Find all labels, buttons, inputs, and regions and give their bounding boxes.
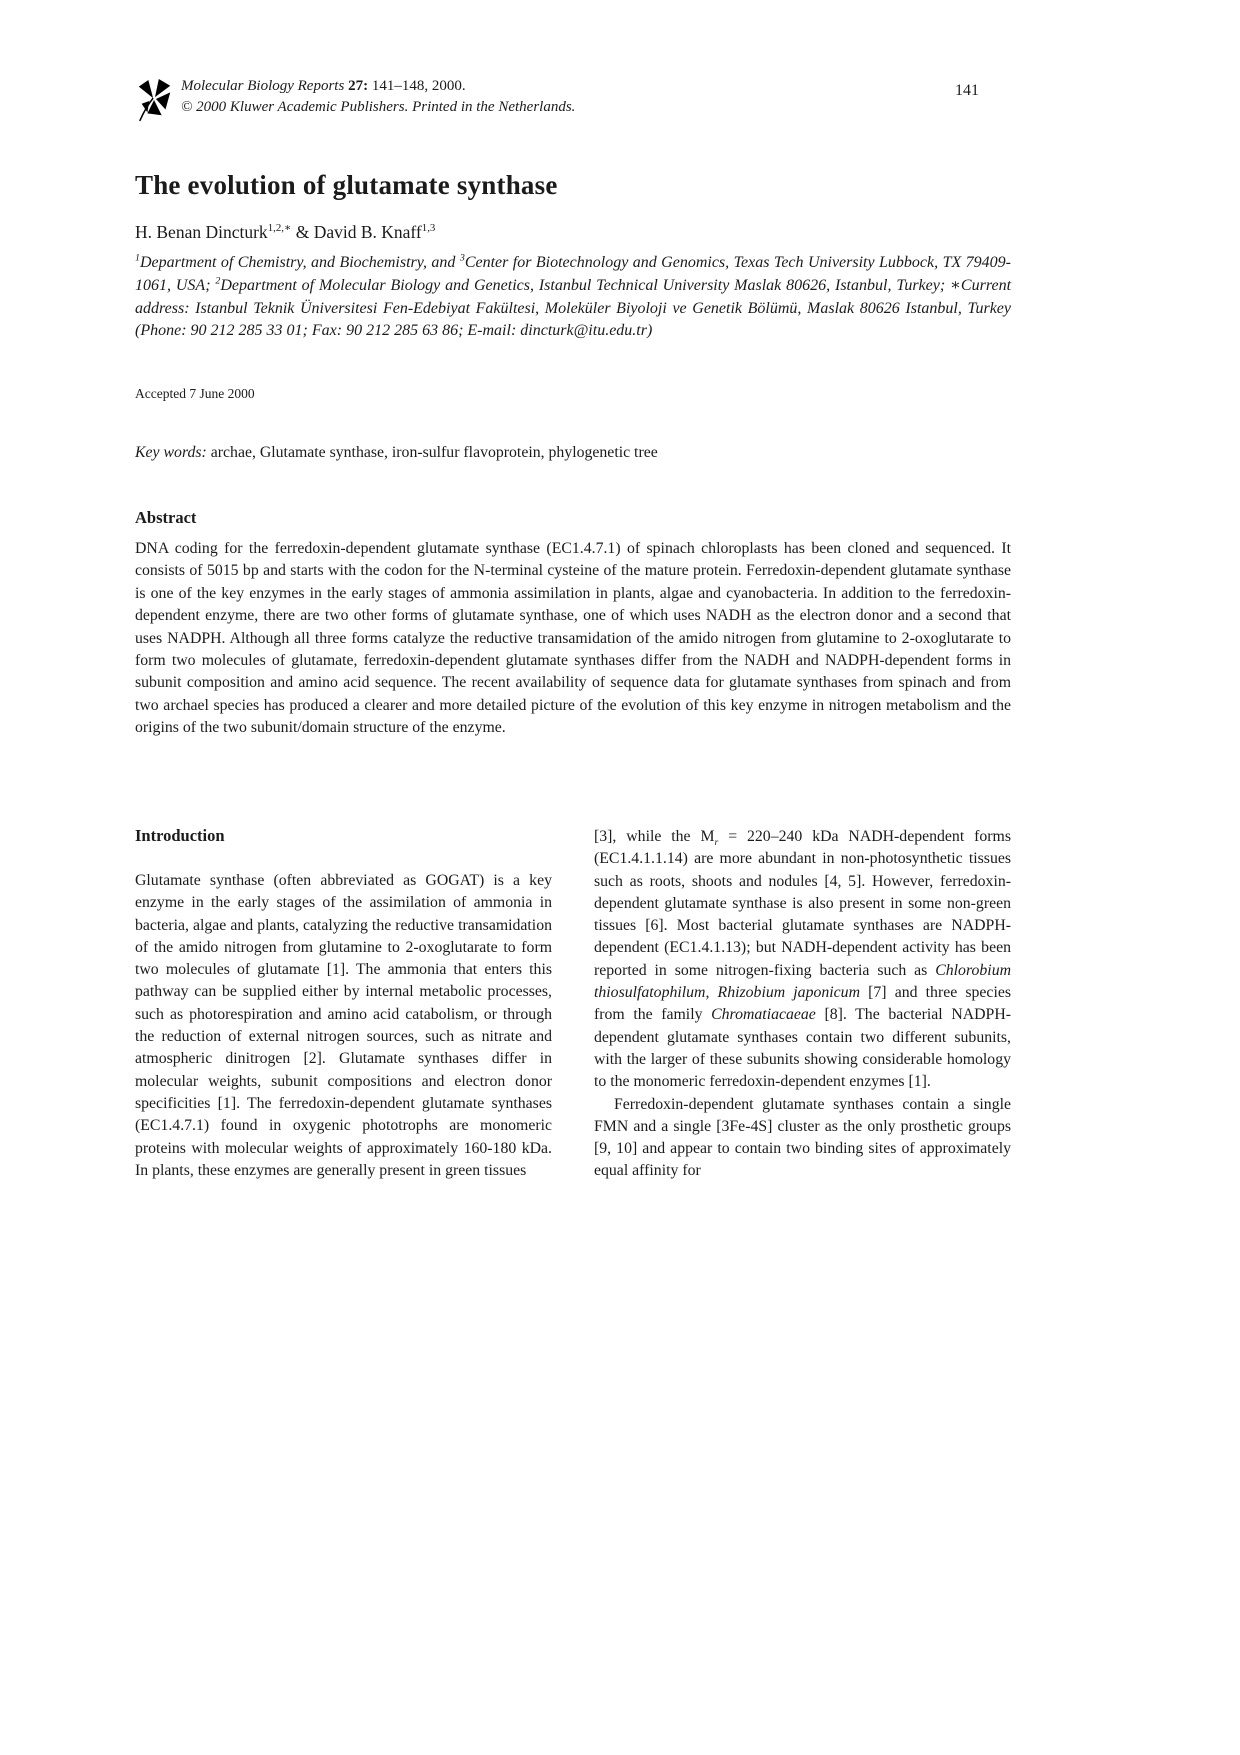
affil-sup-3: 3 — [459, 252, 465, 264]
affiliation-block — [135, 252, 1011, 343]
right-p1-seg-d: [8]. The bacterial NADPH-dependent glutamate synthases contain two different subunits, with the larger of these subunits showing considerable homology to the monomeric ferredoxin-dependent enzymes [1]. — [594, 1006, 1011, 1091]
affil-seg-2: Center for Biotechnology and Genomics, Texas Tech University Lubbock, TX 79409-1061, USA; — [135, 254, 1011, 294]
author-1-name: H. Benan Dincturk — [135, 222, 268, 242]
right-column — [594, 826, 1011, 1183]
right-p1-seg-b: = 220–240 kDa NADH-dependent forms (EC1.4.1.1.14) are more abundant in non-photosynthetic tissues such as roots, shoots and nodules [4, 5]. However, ferredoxin-dependent glutamate synthase is also present in some non-green tissues [6]. Most bacterial glutamate synthases are NADPH-dependent (EC1.4.1.13); but NADH-dependent activity has been reported in some nitrogen-fixing bacteria such as — [594, 828, 1011, 979]
journal-volume-number: 27: — [348, 78, 369, 94]
author-1-affil-marks: 1,2,∗ — [267, 222, 292, 235]
introduction-right-paragraph-2: Ferredoxin-dependent glutamate synthases contain a single FMN and a single [3Fe-4S] cluster as the only prosthetic groups [9, 10] and appear to contain two binding sites of approximately equal affinity for — [594, 1095, 1011, 1180]
authors-separator: & — [291, 222, 314, 242]
introduction-heading: Introduction — [135, 826, 225, 845]
keywords-line — [135, 444, 1011, 462]
keywords-text: archae, Glutamate synthase, iron-sulfur flavoprotein, phylogenetic tree — [206, 444, 658, 461]
abstract-heading: Abstract — [135, 508, 197, 527]
copyright-line: © 2000 Kluwer Academic Publishers. Printed in the Netherlands. — [181, 98, 576, 115]
abstract-text: DNA coding for the ferredoxin-dependent glutamate synthase (EC1.4.7.1) of spinach chloroplasts has been cloned and sequenced. It consists of 5015 bp and starts with the codon for the N-terminal cysteine of the mature protein. Ferredoxin-dependent glutamate synthase is one of the key enzymes in the early stages of ammonia assimilation in plants, algae and cyanobacteria. In addition to the ferredoxin-dependent enzyme, there are two other forms of glutamate synthase, one of which uses NADH as the electron donor and a second that uses NADPH. Although all three forms catalyze the reductive transamidation of the amido nitrogen from glutamine to 2-oxoglutarate to form two molecules of glutamate, ferredoxin-dependent glutamate synthases differ from the NADH and NADPH-dependent forms in subunit composition and amino acid sequence. The recent availability of sequence data for glutamate synthases from spinach and from two archael species has produced a clearer and more detailed picture of the evolution of this key enzyme in nitrogen metabolism and the origins of the two subunit/domain structure of the enzyme. — [135, 540, 1011, 737]
journal-name: Molecular Biology Reports — [181, 78, 345, 94]
family-name-italic: Chromatiacaeae — [711, 1006, 816, 1024]
right-p1-seg-c: [7] and three species from the family — [594, 984, 1011, 1024]
right-p1-seg-a: [3], while the M — [594, 828, 715, 845]
page-number: 141 — [955, 82, 979, 99]
left-column — [135, 826, 552, 1183]
article-title: The evolution of glutamate synthase — [135, 170, 558, 201]
affil-seg-3: Department of Molecular Biology and Genetics, Istanbul Technical University Maslak 80626, Istanbul, Turkey; ∗Current address: Istanbul Teknik Üniversitesi Fen-Edebiyat Fakültesi, Moleküler Biyoloji ve Genetik Bölümü, Maslak 80626 Istanbul, Turkey (Phone: 90 212 285 33 01; Fax: 90 212 285 63 86; E-mail: dincturk@itu.edu.tr) — [135, 276, 1012, 340]
affil-seg-1: Department of Chemistry, and Biochemistry, and — [139, 254, 460, 271]
author-2-affil-marks: 1,3 — [421, 222, 436, 235]
journal-pages: 141–148, 2000. — [368, 78, 466, 94]
page-header — [135, 76, 1015, 122]
journal-citation — [179, 76, 575, 122]
right-p1-subscript-r: r — [714, 837, 719, 849]
kluwer-logo-icon — [135, 78, 179, 122]
introduction-left-paragraph: Glutamate synthase (often abbreviated as GOGAT) is a key enzyme in the early stages of the assimilation of ammonia in bacteria, algae and plants, catalyzing the reductive transamidation of the amido nitrogen from glutamine to 2-oxoglutarate to form two molecules of glutamate [1]. The ammonia that enters this pathway can be supplied either by internal metabolic processes, such as photorespiration and amino acid catabolism, or through the reduction of external nitrogen sources, such as nitrate and atmospheric dinitrogen [2]. Glutamate synthases differ in molecular weights, subunit compositions and electron donor specificities [1]. The ferredoxin-dependent glutamate synthases (EC1.4.7.1) found in oxygenic phototrophs are monomeric proteins with molecular weights of approximately 160-180 kDa. In plants, these enzymes are generally present in green tissues — [135, 872, 552, 1179]
affil-sup-2: 2 — [215, 275, 221, 287]
species-names-italic: Chlorobium thiosulfatophilum, Rhizobium japonicum — [594, 961, 1011, 1002]
affil-sup-1: 1 — [135, 252, 140, 264]
keywords-label: Key words: — [135, 444, 207, 461]
accepted-date: Accepted 7 June 2000 — [135, 386, 255, 401]
authors-line — [135, 222, 1015, 243]
body-columns — [135, 826, 1011, 1183]
author-2-name: David B. Knaff — [313, 222, 422, 242]
introduction-right-paragraph-1 — [594, 826, 1011, 1094]
